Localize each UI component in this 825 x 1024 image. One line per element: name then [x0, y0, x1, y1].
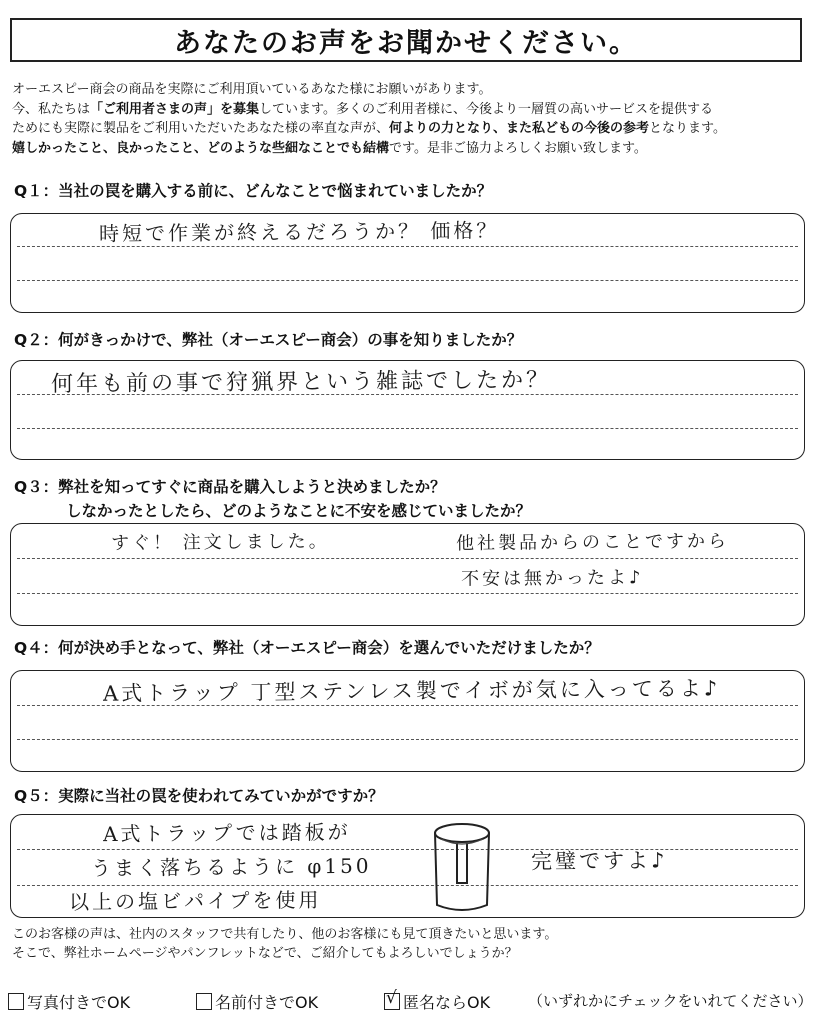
question-2: Q２：何がきっかけで、弊社（オーエスピー商会）の事を知りましたか？ — [14, 331, 523, 349]
pipe-drawing-icon — [431, 821, 493, 913]
intro-line-3c: となります。 — [649, 121, 726, 136]
answer-line — [17, 428, 798, 429]
intro-line-4 — [12, 139, 812, 159]
answer-5-text-3: 以上の塩ビパイプを使用 — [68, 887, 322, 915]
intro-line-2 — [12, 100, 812, 120]
question-3a: Q３：弊社を知ってすぐに商品を購入しようと決めましたか？ — [14, 478, 446, 496]
answer-2-text: 何年も前の事で狩猟界という雑誌でしたか？ — [50, 367, 552, 398]
answer-line — [17, 280, 798, 281]
answer-5-text-1: A式トラップでは踏板が — [102, 819, 351, 847]
answer-1-text: 時短で作業が終えるだろうか？ 価格？ — [98, 218, 500, 246]
intro-line-4b: です。是非ご協力よろしくお願い致します。 — [389, 140, 647, 156]
checkbox-box[interactable] — [196, 993, 212, 1010]
checkbox-label: 匿名ならOK — [403, 993, 491, 1012]
checkbox-name-ok[interactable] — [196, 990, 318, 1013]
answer-3-text-2: 他社製品からのことですから — [455, 530, 730, 555]
answer-5-text-4: 完璧ですよ♪ — [530, 848, 668, 874]
form-title: あなたのお声をお聞かせください。 — [10, 18, 802, 62]
checkbox-label: 写真付きでOK — [27, 993, 131, 1012]
checkbox-box[interactable] — [8, 993, 24, 1010]
intro-line-2a: 今、私たちは — [12, 101, 91, 117]
answer-line — [17, 593, 798, 594]
answer-box-1[interactable] — [10, 213, 805, 313]
outro-line-2: そこで、弊社ホームページやパンフレットなどで、ご紹介してもよろしいでしょうか？ — [12, 946, 518, 961]
answer-line — [17, 739, 798, 740]
answer-5-text-2: うまく落ちるように φ150 — [90, 853, 372, 881]
question-3b: しなかったとしたら、どのようなことに不安を感じていましたか？ — [66, 502, 532, 520]
intro-text — [12, 80, 812, 158]
outro-line-1: このお客様の声は、社内のスタッフで共有したり、他のお客様にも見て頂きたいと思います。 — [12, 927, 558, 942]
checkbox-anonymous-ok[interactable] — [384, 990, 490, 1013]
answer-line — [17, 558, 798, 559]
question-1: Q１：当社の罠を購入する前に、どんなことで悩まれていましたか？ — [14, 182, 493, 200]
intro-line-4a: 嬉しかったこと、良かったこと、どのような些細なことでも結構 — [12, 140, 390, 156]
question-4: Q４：何が決め手となって、弊社（オーエスピー商会）を選んでいただけましたか？ — [14, 639, 600, 657]
checkbox-box[interactable] — [384, 988, 400, 1010]
intro-line-1: オーエスピー商会の商品を実際にご利用頂いているあなた様にお願いがあります。 — [12, 82, 492, 97]
intro-line-2c: しています。多くのご利用者様に、今後より一層質の高いサービスを提供する — [259, 101, 713, 117]
intro-line-2b: 「ご利用者さまの声」を募集 — [90, 101, 260, 117]
answer-3-text-1: すぐ！ 注文しました。 — [110, 531, 330, 554]
intro-line-3a: ためにも実際に製品をご利用いただいたあなた様の率直な声が、 — [12, 121, 390, 136]
answer-box-4[interactable] — [10, 670, 805, 772]
question-5: Q５：実際に当社の罠を使われてみていかがですか？ — [14, 787, 384, 805]
checkbox-label: 名前付きでOK — [215, 993, 319, 1012]
answer-4-text: A式トラップ 丁型ステンレス製でイボが気に入ってるよ♪ — [102, 676, 721, 706]
intro-line-3 — [12, 119, 812, 139]
checkbox-photo-ok[interactable] — [8, 990, 130, 1013]
checkbox-note: （いずれかにチェックをいれてください） — [528, 992, 813, 1010]
intro-line-3b: 何よりの力となり、また私どもの今後の参考 — [389, 121, 650, 136]
outro-text — [12, 925, 557, 963]
answer-box-2[interactable] — [10, 360, 805, 460]
answer-3-text-3: 不安は無かったよ♪ — [460, 567, 644, 590]
permission-checkboxes — [8, 990, 818, 1014]
answer-line — [17, 849, 798, 850]
answer-box-5[interactable] — [10, 814, 805, 918]
check-mark-icon: √ — [386, 988, 397, 1008]
answer-box-3[interactable] — [10, 523, 805, 626]
